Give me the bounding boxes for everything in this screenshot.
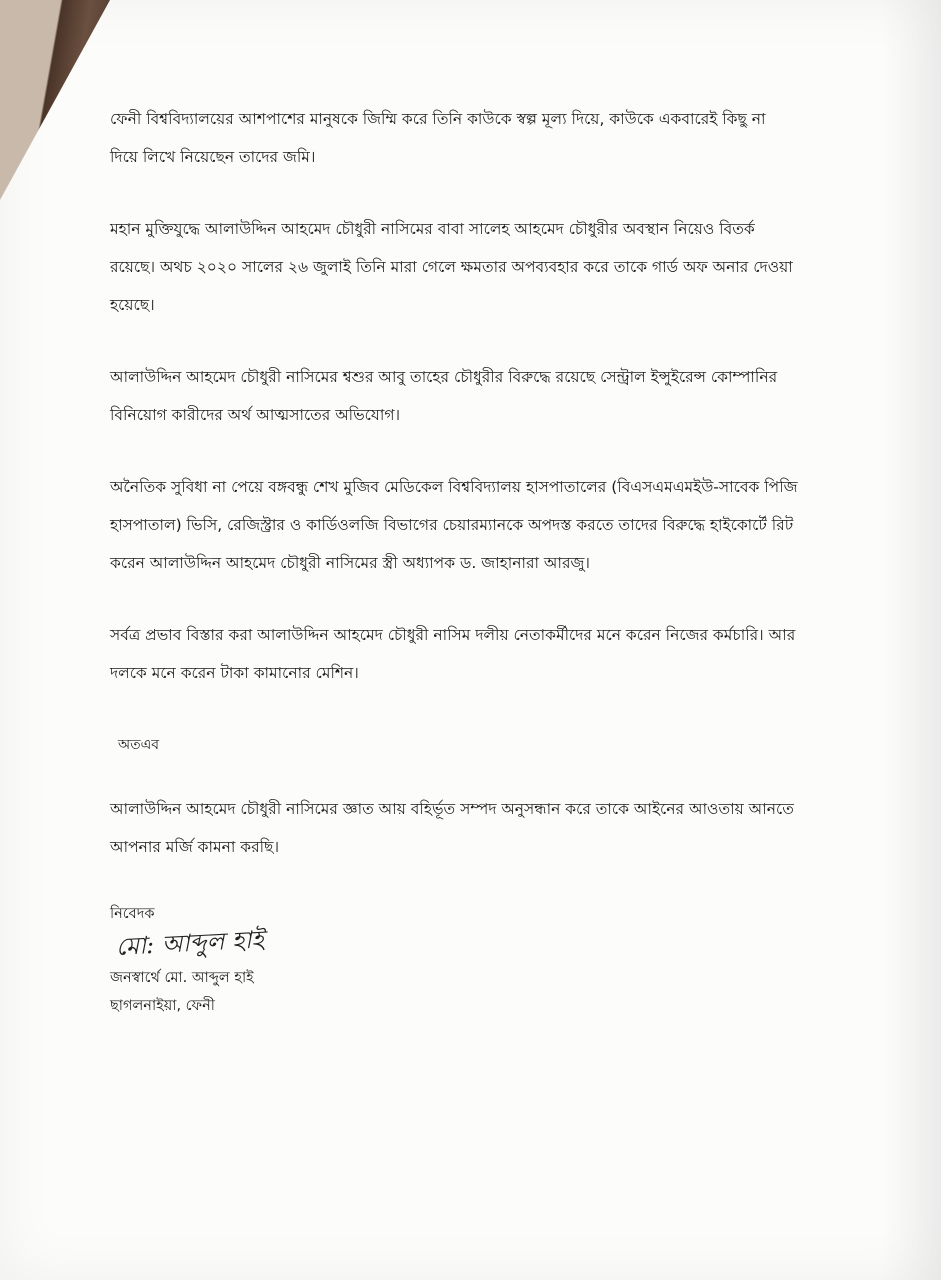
text-line: দিয়ে লিখে নিয়েছেন তাদের জমি। xyxy=(110,148,316,166)
text-line: হয়েছে। xyxy=(110,296,155,314)
text-line: সর্বত্র প্রভাব বিস্তার করা আলাউদ্দিন আহমেদ চৌধুরী নাসিম দলীয় নেতাকর্মীদের মনে করেন নিজের কর্মচারি। আর xyxy=(110,626,796,644)
text-line: রয়েছে। অথচ ২০২০ সালের ২৬ জুলাই তিনি মারা গেলে ক্ষমতার অপব্যবহার করে তাকে গার্ড অফ অনার দেওয়া xyxy=(110,258,793,276)
signer-name: জনস্বার্থে মো. আব্দুল হাই xyxy=(110,970,254,986)
closing-request xyxy=(110,790,830,866)
text-line: আপনার মর্জি কামনা করছি। xyxy=(110,838,279,856)
handwritten-signature: মো: আব্দুল হাই xyxy=(115,925,265,961)
paragraph-father-in-law xyxy=(110,358,830,434)
paragraph-father-controversy xyxy=(110,210,830,324)
signoff-block xyxy=(110,900,830,1020)
paragraph-land-grab xyxy=(110,100,830,176)
paragraph-influence xyxy=(110,616,830,692)
text-line: মহান মুক্তিযুদ্ধে আলাউদ্দিন আহমেদ চৌধুরী নাসিমের বাবা সালেহ আহমেদ চৌধুরীর অবস্থান নিয়েও বিতর্ক xyxy=(110,220,755,238)
text-line: আলাউদ্দিন আহমেদ চৌধুরী নাসিমের জ্ঞাত আয় বহির্ভূত সম্পদ অনুসন্ধান করে তাকে আইনের আওতায় আনতে xyxy=(110,800,794,818)
paragraph-hospital-writ xyxy=(110,468,830,582)
letter-body xyxy=(110,100,830,1020)
text-line: ফেনী বিশ্ববিদ্যালয়ের আশপাশের মানুষকে জিম্মি করে তিনি কাউকে স্বল্প মূল্য দিয়ে, কাউকে একবারেই কিছু না xyxy=(110,110,766,128)
text-line: বিনিয়োগ কারীদের অর্থ আত্মসাতের অভিযোগ। xyxy=(110,406,401,424)
signoff-label: নিবেদক xyxy=(110,906,155,922)
text-line: আলাউদ্দিন আহমেদ চৌধুরী নাসিমের শ্বশুর আবু তাহের চৌধুরীর বিরুদ্ধে রয়েছে সেন্ট্রাল ইন্সুইরেন্স কোম্পানির xyxy=(110,368,778,386)
text-line: হাসপাতাল) ভিসি, রেজিস্ট্রার ও কার্ডিওলজি বিভাগের চেয়ারম্যানকে অপদস্ত করতে তাদের বিরুদ্ধে হাইকোর্টে রিট xyxy=(110,516,794,534)
text-line: অনৈতিক সুবিধা না পেয়ে বঙ্গবন্ধু শেখ মুজিব মেডিকেল বিশ্ববিদ্যালয় হাসপাতালের (বিএসএমএমইউ-সাবেক পিজি xyxy=(110,478,798,496)
text-line: দলকে মনে করেন টাকা কামানোর মেশিন। xyxy=(110,664,359,682)
conclusion-word: অতএব xyxy=(118,737,160,753)
signer-place: ছাগলনাইয়া, ফেনী xyxy=(110,998,215,1014)
text-line: করেন আলাউদ্দিন আহমেদ চৌধুরী নাসিমের স্ত্রী অধ্যাপক ড. জাহানারা আরজু। xyxy=(110,554,590,572)
